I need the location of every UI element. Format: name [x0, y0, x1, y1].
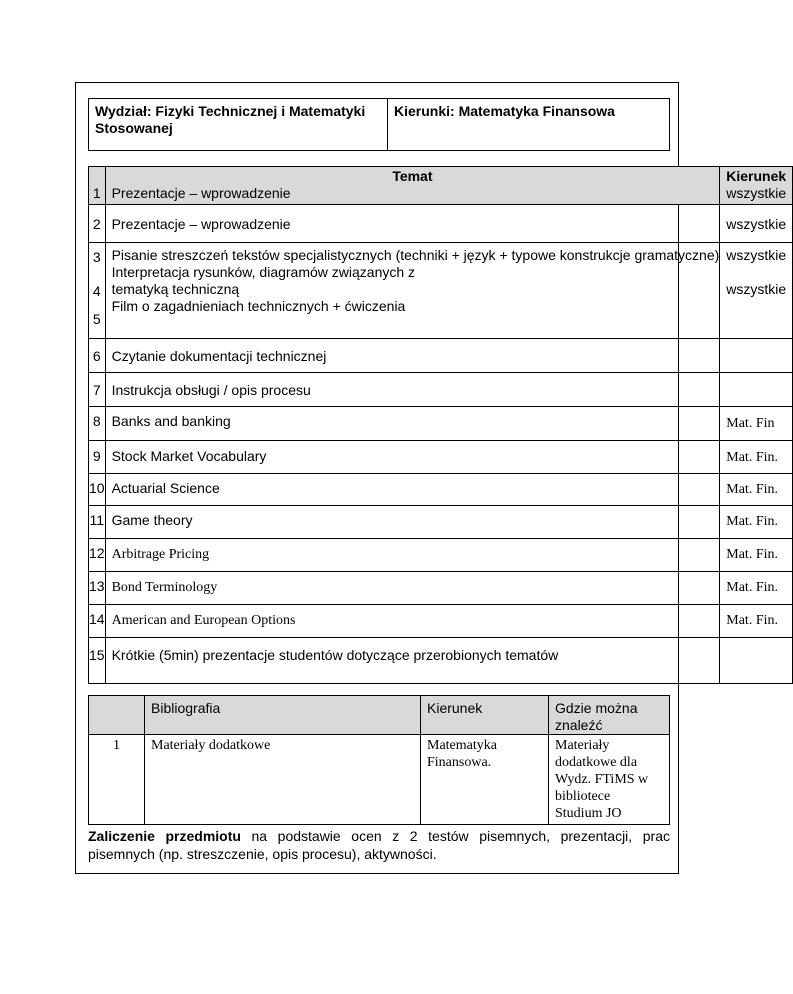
topic-text: Krótkie (5min) prezentacje studentów dotyczące przerobionych tematów: [105, 638, 720, 684]
topic-text: Bond Terminology: [105, 572, 720, 605]
row-num: 2: [89, 205, 106, 243]
program-text: Mat. Fin.: [720, 474, 793, 506]
topic-text: Czytanie dokumentacji technicznej: [105, 339, 720, 373]
faculty-text: Wydział: Fizyki Technicznej i Matematyki Stosowanej: [95, 103, 366, 136]
programs-text: Kierunki: Matematyka Finansowa: [394, 103, 615, 119]
topic-text: Actuarial Science: [105, 474, 720, 506]
row-num: 1: [89, 167, 106, 205]
row-num: 8: [89, 407, 106, 441]
faculty-cell: [89, 99, 388, 151]
table-row: [89, 506, 793, 539]
topic-text: Pisanie streszczeń tekstów specjalistycznych (techniki + język + typowe konstrukcje gramatyczne): [111, 247, 720, 263]
program-text: [720, 339, 793, 373]
programs-cell: [388, 99, 670, 151]
program-text: Mat. Fin: [720, 407, 793, 441]
row-num: 3: [92, 249, 101, 265]
row-num: 14: [89, 605, 106, 638]
table-row: [89, 407, 793, 441]
row-num: 5: [92, 311, 101, 327]
topic-column-header: Temat: [392, 168, 433, 184]
topic-text: Film o zagadnieniach technicznych + ćwiczenia: [111, 298, 406, 314]
program-text: Mat. Fin.: [720, 539, 793, 572]
header-table: [88, 98, 670, 151]
row-num: 7: [89, 373, 106, 407]
program-text: wszystkie: [720, 205, 793, 243]
program-column-header: Kierunek: [726, 168, 787, 184]
bibliography-header-row: [89, 696, 670, 735]
table-row-group: [89, 243, 793, 339]
topic-text: American and European Options: [105, 605, 720, 638]
topic-text: Banks and banking: [105, 407, 720, 441]
topic-text: Interpretacja rysunków, diagramów związanych z tematyką techniczną: [111, 264, 416, 297]
topics-header-row: [89, 167, 793, 205]
topic-header-cell: [105, 167, 720, 205]
topic-text: Game theory: [105, 506, 720, 539]
program-text: [720, 373, 793, 407]
bibliography-column-header: Bibliografia: [145, 696, 421, 735]
topic-group: [105, 243, 720, 339]
table-row: [89, 605, 793, 638]
table-row: [89, 735, 670, 825]
program-text: [720, 638, 793, 684]
row-num: 15: [89, 638, 106, 684]
table-row: [89, 474, 793, 506]
row-num: 1: [89, 735, 145, 825]
program-text: Mat. Fin.: [720, 441, 793, 474]
row-num: 4: [92, 283, 101, 299]
topic-text: Instrukcja obsługi / opis procesu: [105, 373, 720, 407]
bibliography-where: Materiały dodatkowe dla Wydz. FTiMS w bibliotece Studium JO: [549, 735, 670, 825]
program-text: Mat. Fin.: [720, 506, 793, 539]
bibliography-title: Materiały dodatkowe: [145, 735, 421, 825]
table-row: [89, 205, 793, 243]
row-num-group: [89, 243, 106, 339]
topics-table: [88, 166, 793, 684]
program-text: Mat. Fin.: [720, 572, 793, 605]
row-num: 12: [89, 539, 106, 572]
program-header-cell: [720, 167, 793, 205]
table-row: [89, 572, 793, 605]
row-num: 13: [89, 572, 106, 605]
row-num: 10: [89, 474, 106, 506]
topic-text: Prezentacje – wprowadzenie: [111, 185, 291, 201]
program-text: Mat. Fin.: [720, 605, 793, 638]
grading-note-text: na podstawie ocen z 2 testów pisemnych, prezentacji, prac pisemnych (np. streszczenie, opis procesu), aktywności.: [88, 828, 670, 862]
table-row: [89, 638, 793, 684]
bibliography-table: [88, 695, 670, 825]
table-row: [89, 539, 793, 572]
topic-text: Arbitrage Pricing: [105, 539, 720, 572]
program-column-header: Kierunek: [421, 696, 549, 735]
program-text: wszystkie: [726, 281, 787, 297]
table-row: [89, 339, 793, 373]
topic-text: Stock Market Vocabulary: [105, 441, 720, 474]
topic-text: Prezentacje – wprowadzenie: [105, 205, 720, 243]
row-num: 11: [89, 506, 106, 539]
row-num: 6: [89, 339, 106, 373]
program-text: wszystkie: [726, 247, 787, 263]
program-text: wszystkie: [726, 185, 787, 201]
table-row: [89, 441, 793, 474]
grading-note-lead: Zaliczenie przedmiotu: [88, 828, 241, 844]
grading-note: [88, 827, 670, 863]
row-num: 9: [89, 441, 106, 474]
program-group: [720, 243, 793, 339]
empty-header-cell: [89, 696, 145, 735]
where-column-header: Gdzie można znaleźć: [549, 696, 670, 735]
bibliography-program: Matematyka Finansowa.: [421, 735, 549, 825]
table-row: [89, 373, 793, 407]
